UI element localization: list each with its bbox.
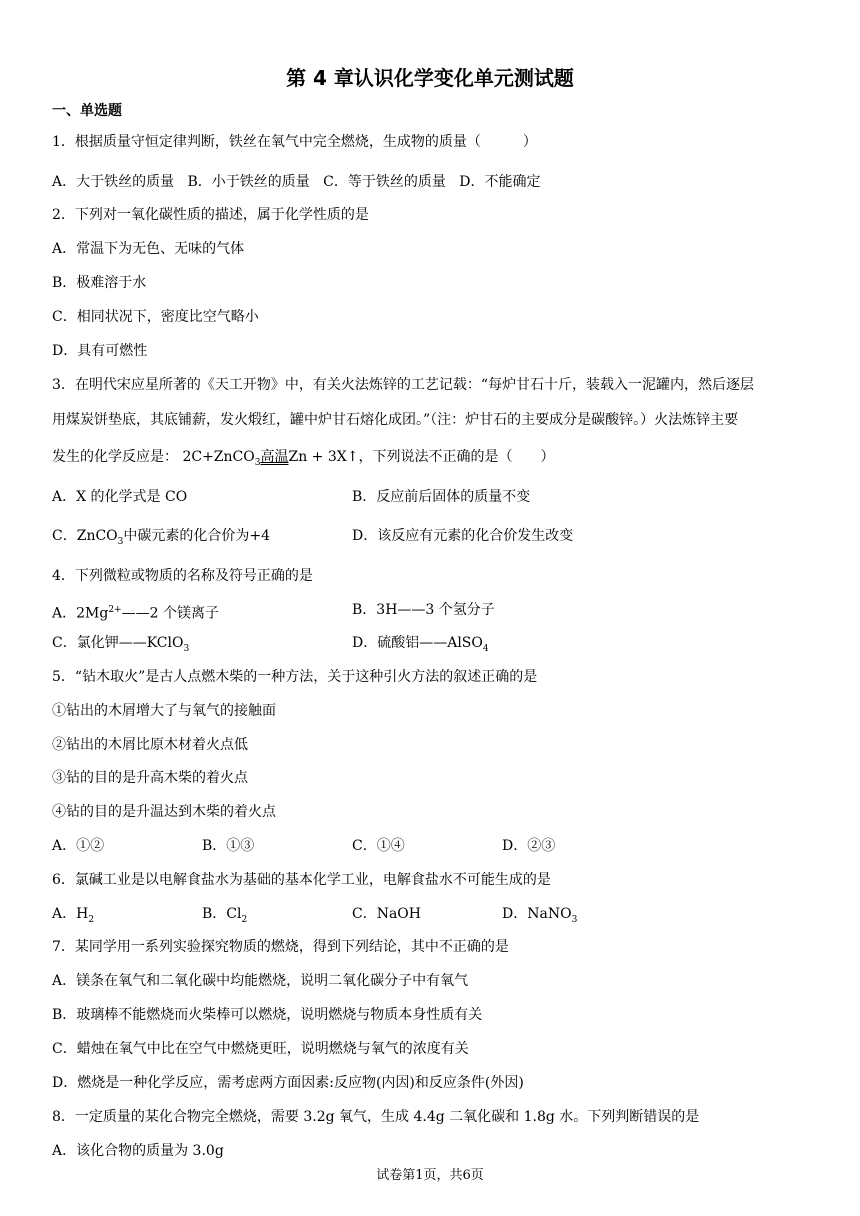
reaction-equation	[182, 447, 358, 473]
q6-option-d-text: D．NaNO	[502, 906, 572, 922]
q4-option-a-text: ——2 个镁离子	[121, 605, 219, 622]
question-3-line-1: 3．在明代宋应星所著的《天工开物》中，有关火法炼锌的工艺记载：“每炉甘石十斤，装载入一泥罐内，然后逐层	[52, 377, 755, 393]
q5-statement-2: ②钻出的木屑比原木材着火点低	[52, 737, 248, 753]
q5-statement-3: ③钻的目的是升高木柴的着火点	[52, 770, 248, 786]
question-1-options	[52, 172, 540, 192]
q4-option-d-subscript: 4	[482, 643, 489, 654]
q4-option-d-text: D．硫酸铝——AlSO	[352, 635, 483, 651]
q6-option-b-text: B．Cl	[202, 906, 242, 922]
q6-option-a-text: A．H	[52, 906, 89, 922]
q2-option-d[interactable]: D．具有可燃性	[52, 343, 148, 359]
q4-option-a-superscript: 2+	[108, 605, 122, 615]
q3-option-a[interactable]: A．X 的化学式是 CO	[52, 489, 188, 505]
q5-option-c[interactable]: C．①④	[352, 838, 405, 854]
q7-option-d[interactable]: D．燃烧是一种化学反应，需考虑两方面因素:反应物(内因)和反应条件(外因)	[52, 1075, 524, 1091]
q6-option-b[interactable]	[202, 904, 247, 930]
q5-statement-4: ④钻的目的是升温达到木柴的着火点	[52, 804, 276, 820]
equation-right: Zn + 3X↑	[288, 449, 359, 465]
q6-option-c[interactable]: C．NaOH	[352, 906, 421, 922]
q3-option-c-prefix: C．	[52, 528, 77, 544]
section-heading: 一、单选题	[52, 103, 122, 119]
q7-option-c[interactable]: C．蜡烛在氧气中比在空气中燃烧更旺，说明燃烧与氧气的浓度有关	[52, 1041, 469, 1057]
q1-option-b[interactable]: B．小于铁丝的质量	[187, 174, 310, 190]
q3-line3-post: ，下列说法不正确的是（ ）	[358, 449, 555, 465]
q6-option-b-subscript: 2	[241, 914, 248, 925]
question-7-stem: 7．某同学用一系列实验探究物质的燃烧，得到下列结论，其中不正确的是	[52, 939, 509, 955]
q4-option-a-prefix: A．2Mg	[52, 605, 109, 622]
q3-option-b[interactable]: B．反应前后固体的质量不变	[352, 489, 531, 505]
q8-option-a[interactable]: A．该化合物的质量为 3.0g	[52, 1143, 224, 1159]
q6-option-d-subscript: 3	[571, 914, 578, 925]
q4-option-c-text: C．氯化钾——KClO	[52, 635, 184, 651]
q1-option-a[interactable]: A．大于铁丝的质量	[52, 174, 175, 190]
q2-option-a[interactable]: A．常温下为无色、无味的气体	[52, 241, 245, 257]
q1-option-d[interactable]: D．不能确定	[459, 174, 541, 190]
q7-option-a[interactable]: A．镁条在氧气和二氧化碳中均能燃烧，说明二氧化碳分子中有氧气	[52, 973, 469, 989]
page-title: 第 4 章认识化学变化单元测试题	[286, 66, 574, 90]
q1-option-c[interactable]: C．等于铁丝的质量	[323, 174, 446, 190]
question-6-stem: 6．氯碱工业是以电解食盐水为基础的基本化学工业，电解食盐水不可能生成的是	[52, 872, 551, 888]
q5-option-a[interactable]: A．①②	[52, 838, 105, 854]
q6-option-d[interactable]	[502, 904, 577, 930]
question-8-stem: 8．一定质量的某化合物完全燃烧，需要 3.2g 氧气，生成 4.4g 二氧化碳和 1.8g 水。下列判断错误的是	[52, 1109, 700, 1125]
q2-option-c[interactable]: C．相同状况下，密度比空气略小	[52, 309, 259, 325]
page-footer: 试卷第1页，共6页	[376, 1168, 484, 1183]
q6-option-a[interactable]	[52, 904, 94, 930]
q3-option-c-formula: ZnCO	[76, 528, 118, 544]
q4-option-c[interactable]	[52, 633, 189, 659]
question-1-stem: 1．根据质量守恒定律判断，铁丝在氧气中完全燃烧，生成物的质量（ ）	[52, 134, 537, 150]
equation-left-subscript: 3	[254, 457, 261, 468]
q6-option-a-subscript: 2	[88, 914, 95, 925]
question-3-line-3	[52, 447, 554, 473]
question-4-stem: 4．下列微粒或物质的名称及符号正确的是	[52, 568, 313, 584]
q5-statement-1: ①钻出的木屑增大了与氧气的接触面	[52, 703, 276, 719]
q4-option-a[interactable]	[52, 600, 219, 624]
q3-option-c[interactable]	[52, 526, 270, 552]
q5-option-d[interactable]: D．②③	[502, 838, 556, 854]
q3-option-c-text: 中碳元素的化合价为+4	[123, 528, 271, 544]
question-3-line-2: 用煤炭饼垫底，其底铺薪，发火煅红，罐中炉甘石熔化成团。”（注：炉甘石的主要成分是碳酸锌。）火法炼锌主要	[52, 412, 739, 428]
q3-line3-pre: 发生的化学反应是：	[52, 449, 178, 465]
q4-option-d[interactable]	[352, 633, 489, 659]
question-2-stem: 2．下列对一氧化碳性质的描述，属于化学性质的是	[52, 207, 369, 223]
q5-option-b[interactable]: B．①③	[202, 838, 255, 854]
q3-option-d[interactable]: D．该反应有元素的化合价发生改变	[352, 528, 574, 544]
q7-option-b[interactable]: B．玻璃棒不能燃烧而火柴棒可以燃烧，说明燃烧与物质本身性质有关	[52, 1007, 483, 1023]
q3-option-c-subscript: 3	[117, 536, 124, 547]
reaction-condition: 高温	[260, 449, 289, 465]
q2-option-b[interactable]: B．极难溶于水	[52, 275, 147, 291]
equation-left: 2C+ZnCO	[182, 449, 255, 465]
q4-option-b[interactable]: B．3H——3 个氢分子	[352, 602, 495, 618]
q4-option-c-subscript: 3	[183, 643, 190, 654]
question-5-stem: 5．“钻木取火”是古人点燃木柴的一种方法，关于这种引火方法的叙述正确的是	[52, 669, 538, 685]
